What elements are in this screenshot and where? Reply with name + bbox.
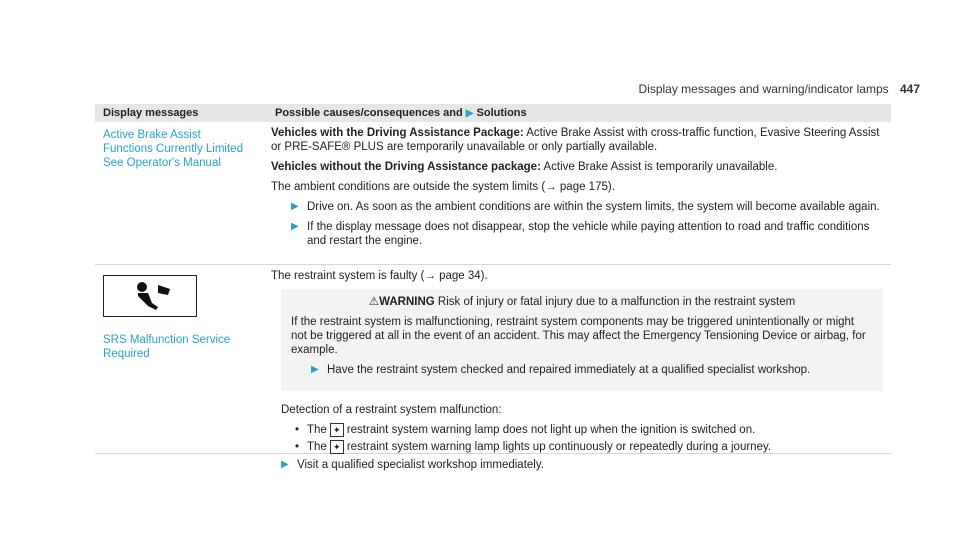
page-number: 447 — [899, 82, 920, 96]
col-causes: Possible causes/consequences and ▶ Solutions — [275, 107, 527, 119]
arrow-icon: ▶ — [465, 108, 474, 119]
display-message: SRS Malfunction Service Required — [103, 334, 231, 360]
page-header — [639, 82, 921, 96]
col-display-messages: Display messages — [103, 107, 199, 119]
warning-box: ⚠ WARNING Risk of injury or fatal injury due to a malfunction in the restraint system If the restraint system is malfunctioning, restraint system components may be triggered unintentionally or might not be triggered at all in the event of an accident. This may affect the Emergency Tensioning Device or airbag, for example. ▶ Have the restraint system checked and repaired immediately at a qualified specialist workshop. — [281, 289, 883, 391]
table-row: SRS Malfunction Service Required The restraint system is faulty (→ page 34). ⚠ WARNING Risk of injury or fatal injury due to a malfunction in the restraint system If the restraint system is malfunctioning, restraint system components may be triggered unintentionally or might not be triggered at all in the event of an accident. This may affect the Emergency Tensioning Device or airbag, for example. ▶ Have the restraint system checked and repaired immediately at a qualified specialist workshop. Detection of a restraint system malfunction: • The ✦ restraint system warning lamp does not light up when the ignition is switched on. • The ✦ restraint system warning lamp lights up continuously or repeatedly during a journey. ▶ Visit a qualified specialist workshop immediately. — [95, 265, 891, 454]
arrow-icon: ▶ — [291, 201, 299, 212]
table-row: Active Brake Assist Functions Currently Limited See Operator's Manual Vehicles with the Driving Assistance Package: Active Brake Assist with cross-traffic function, Evasive Steering Assist or PRE-SAFE® PLUS are temporarily unavailable or only partially available. Vehicles without the Driving Assistance package: Active Brake Assist is temporarily unavailable. The ambient conditions are outside the system limits (→ page 175). ▶ Drive on. As soon as the ambient conditions are within the system limits, the system will become available again. ▶ If the display message does not disappear, stop the vehicle while paying attention to road and traffic conditions and restart the engine. — [95, 122, 891, 265]
display-message: Active Brake Assist Functions Currently Limited See Operator's Manual — [103, 129, 243, 169]
table-header — [95, 104, 891, 122]
seat-warning-icon: ✦ — [330, 423, 344, 437]
arrow-icon: ▶ — [291, 221, 299, 232]
airbag-warning-icon — [103, 275, 197, 317]
messages-table — [95, 104, 891, 471]
warning-triangle-icon: ⚠ — [368, 296, 380, 308]
arrow-icon: ▶ — [311, 364, 319, 375]
arrow-icon: ▶ — [281, 459, 289, 470]
header-title: Display messages and warning/indicator lamps — [638, 82, 889, 96]
seat-warning-icon: ✦ — [330, 440, 344, 454]
